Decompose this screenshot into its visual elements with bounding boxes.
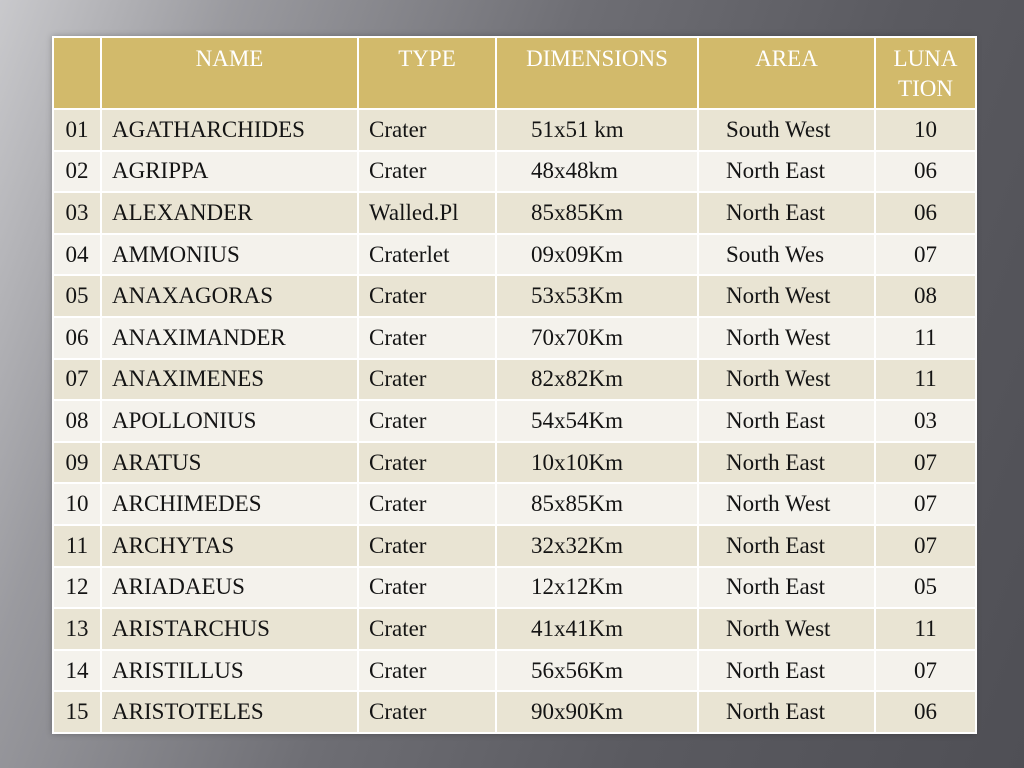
cell-area: South West xyxy=(698,109,875,151)
cell-num: 02 xyxy=(53,151,101,193)
cell-num: 11 xyxy=(53,525,101,567)
cell-name: AGATHARCHIDES xyxy=(101,109,358,151)
cell-area: North East xyxy=(698,400,875,442)
cell-lunation: 06 xyxy=(875,151,976,193)
cell-dimensions: 82x82Km xyxy=(496,359,698,401)
cell-type: Crater xyxy=(358,359,496,401)
table-body xyxy=(53,109,976,733)
cell-name: ARISTILLUS xyxy=(101,650,358,692)
cell-lunation: 07 xyxy=(875,442,976,484)
cell-type: Crater xyxy=(358,483,496,525)
cell-type: Crater xyxy=(358,442,496,484)
cell-area: North East xyxy=(698,442,875,484)
table-row xyxy=(53,234,976,276)
cell-area: North West xyxy=(698,317,875,359)
cell-lunation: 06 xyxy=(875,691,976,733)
cell-type: Crater xyxy=(358,567,496,609)
cell-lunation: 06 xyxy=(875,192,976,234)
cell-type: Crater xyxy=(358,275,496,317)
cell-num: 06 xyxy=(53,317,101,359)
cell-lunation: 03 xyxy=(875,400,976,442)
cell-area: North East xyxy=(698,151,875,193)
cell-type: Crater xyxy=(358,608,496,650)
cell-type: Crater xyxy=(358,109,496,151)
table-row xyxy=(53,567,976,609)
cell-lunation: 10 xyxy=(875,109,976,151)
cell-name: APOLLONIUS xyxy=(101,400,358,442)
cell-name: ALEXANDER xyxy=(101,192,358,234)
table-header xyxy=(53,37,976,109)
cell-dimensions: 48x48km xyxy=(496,151,698,193)
cell-name: AGRIPPA xyxy=(101,151,358,193)
cell-area: North East xyxy=(698,650,875,692)
cell-type: Crater xyxy=(358,691,496,733)
header-num xyxy=(53,37,101,109)
table-row xyxy=(53,109,976,151)
cell-lunation: 05 xyxy=(875,567,976,609)
cell-type: Crater xyxy=(358,525,496,567)
cell-type: Crater xyxy=(358,151,496,193)
cell-num: 14 xyxy=(53,650,101,692)
cell-name: ANAXAGORAS xyxy=(101,275,358,317)
cell-area: North East xyxy=(698,192,875,234)
cell-name: ARISTOTELES xyxy=(101,691,358,733)
cell-dimensions: 09x09Km xyxy=(496,234,698,276)
cell-lunation: 08 xyxy=(875,275,976,317)
cell-dimensions: 12x12Km xyxy=(496,567,698,609)
header-area: AREA xyxy=(698,37,875,109)
cell-area: North West xyxy=(698,483,875,525)
cell-lunation: 11 xyxy=(875,359,976,401)
table-row xyxy=(53,192,976,234)
cell-num: 13 xyxy=(53,608,101,650)
table-row xyxy=(53,442,976,484)
table-row xyxy=(53,400,976,442)
cell-name: ANAXIMENES xyxy=(101,359,358,401)
cell-dimensions: 10x10Km xyxy=(496,442,698,484)
cell-type: Walled.Pl xyxy=(358,192,496,234)
cell-lunation: 07 xyxy=(875,234,976,276)
cell-lunation: 11 xyxy=(875,317,976,359)
cell-dimensions: 90x90Km xyxy=(496,691,698,733)
table-row xyxy=(53,359,976,401)
cell-num: 10 xyxy=(53,483,101,525)
crater-table xyxy=(52,36,977,734)
cell-name: ARCHYTAS xyxy=(101,525,358,567)
header-name: NAME xyxy=(101,37,358,109)
cell-num: 05 xyxy=(53,275,101,317)
cell-name: AMMONIUS xyxy=(101,234,358,276)
cell-lunation: 07 xyxy=(875,525,976,567)
cell-num: 07 xyxy=(53,359,101,401)
cell-area: South Wes xyxy=(698,234,875,276)
cell-name: ANAXIMANDER xyxy=(101,317,358,359)
table-row xyxy=(53,650,976,692)
cell-type: Crater xyxy=(358,650,496,692)
cell-area: North West xyxy=(698,359,875,401)
table-row xyxy=(53,691,976,733)
cell-num: 04 xyxy=(53,234,101,276)
cell-num: 09 xyxy=(53,442,101,484)
cell-num: 03 xyxy=(53,192,101,234)
cell-dimensions: 53x53Km xyxy=(496,275,698,317)
cell-name: ARATUS xyxy=(101,442,358,484)
cell-lunation: 11 xyxy=(875,608,976,650)
cell-name: ARCHIMEDES xyxy=(101,483,358,525)
cell-area: North West xyxy=(698,275,875,317)
cell-num: 15 xyxy=(53,691,101,733)
header-lunation xyxy=(875,37,976,109)
header-lunation-line2: TION xyxy=(898,76,953,101)
table-row xyxy=(53,525,976,567)
cell-num: 08 xyxy=(53,400,101,442)
header-lunation-line1: LUNA xyxy=(893,46,958,71)
cell-dimensions: 51x51 km xyxy=(496,109,698,151)
table-row xyxy=(53,275,976,317)
header-type: TYPE xyxy=(358,37,496,109)
cell-area: North East xyxy=(698,691,875,733)
cell-type: Crater xyxy=(358,400,496,442)
cell-name: ARIADAEUS xyxy=(101,567,358,609)
cell-lunation: 07 xyxy=(875,650,976,692)
cell-dimensions: 85x85Km xyxy=(496,192,698,234)
cell-type: Crater xyxy=(358,317,496,359)
cell-lunation: 07 xyxy=(875,483,976,525)
table-row xyxy=(53,483,976,525)
cell-area: North West xyxy=(698,608,875,650)
header-dimensions: DIMENSIONS xyxy=(496,37,698,109)
cell-dimensions: 70x70Km xyxy=(496,317,698,359)
cell-num: 01 xyxy=(53,109,101,151)
cell-num: 12 xyxy=(53,567,101,609)
cell-area: North East xyxy=(698,525,875,567)
cell-area: North East xyxy=(698,567,875,609)
cell-dimensions: 56x56Km xyxy=(496,650,698,692)
cell-dimensions: 85x85Km xyxy=(496,483,698,525)
cell-name: ARISTARCHUS xyxy=(101,608,358,650)
table-row xyxy=(53,608,976,650)
cell-type: Craterlet xyxy=(358,234,496,276)
table-row xyxy=(53,151,976,193)
table-row xyxy=(53,317,976,359)
cell-dimensions: 32x32Km xyxy=(496,525,698,567)
cell-dimensions: 54x54Km xyxy=(496,400,698,442)
cell-dimensions: 41x41Km xyxy=(496,608,698,650)
header-row xyxy=(53,37,976,109)
